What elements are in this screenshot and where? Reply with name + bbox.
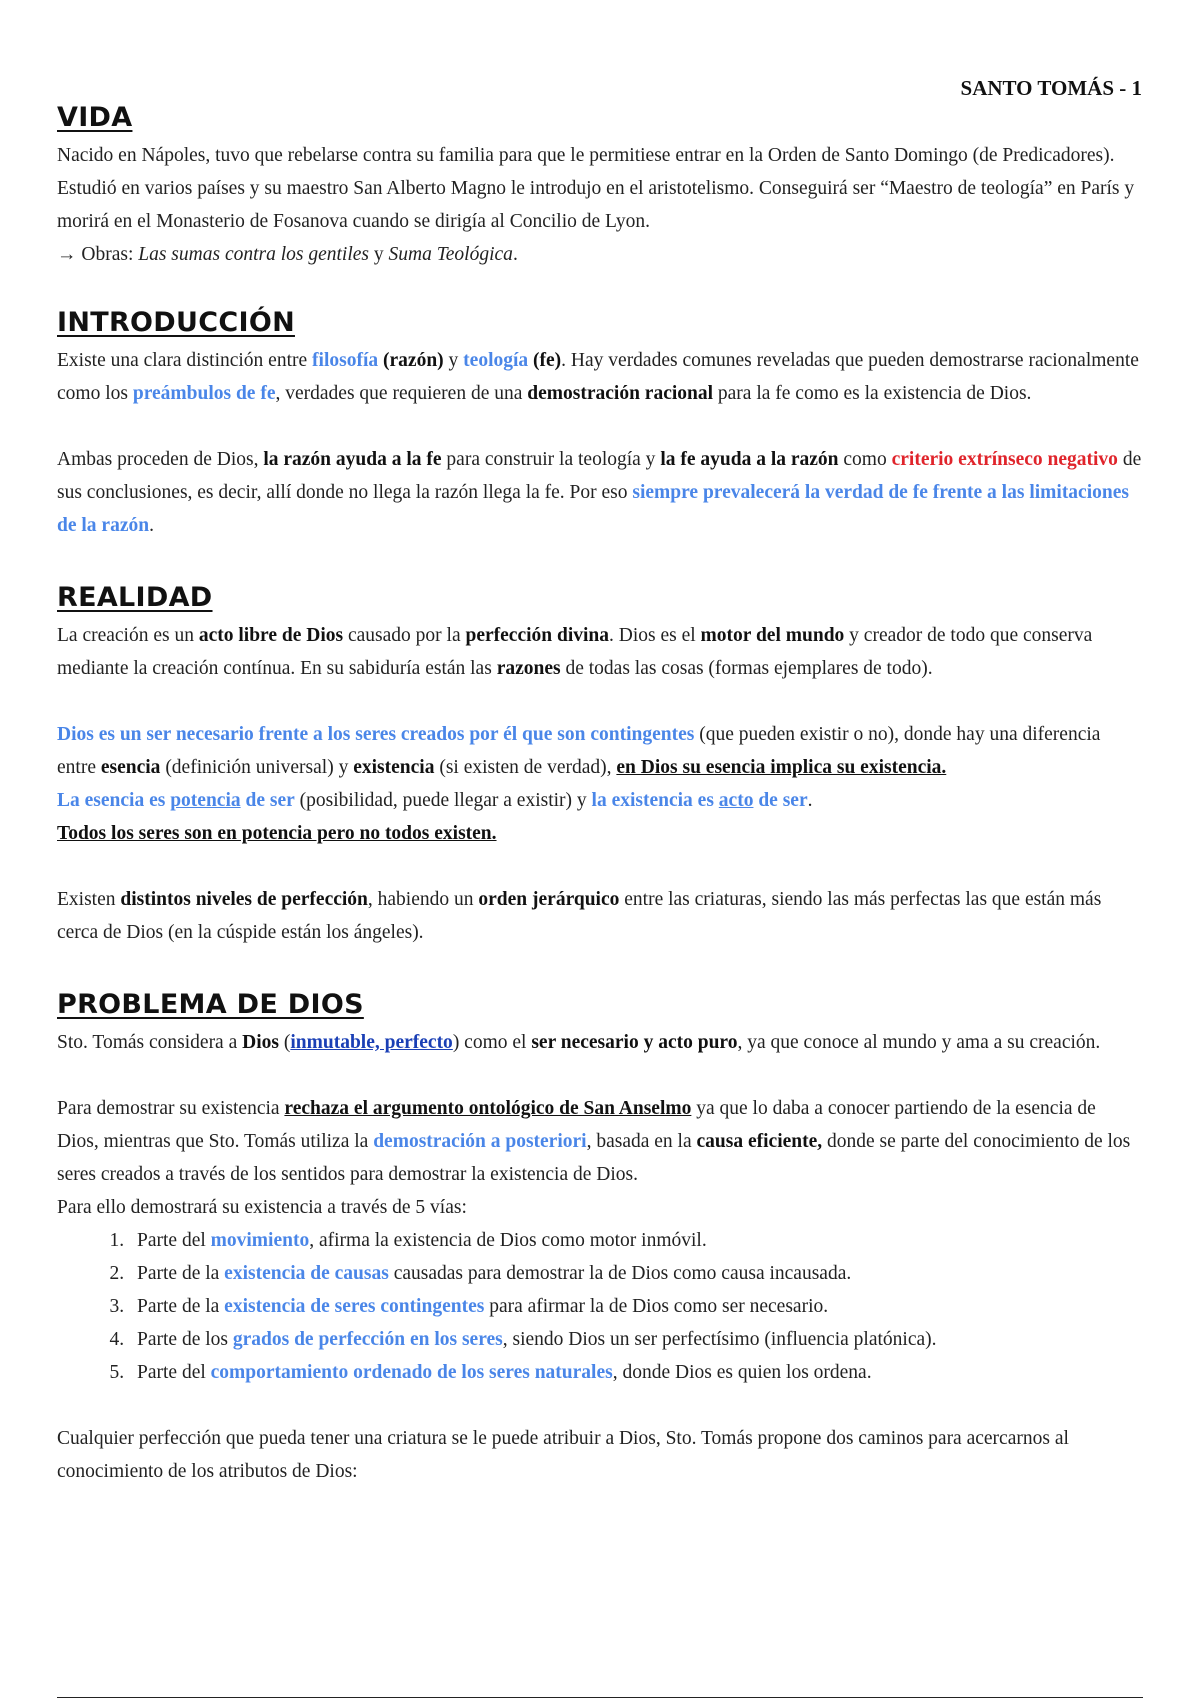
bold-esencia: esencia (100, 757, 161, 778)
text: , siendo Dios un ser perfectísimo (influencia platónica). (502, 1329, 937, 1350)
bold-niveles: distintos niveles de perfección (120, 889, 368, 910)
highlight-de-ser-2: de ser (753, 790, 808, 811)
text: Parte del (137, 1362, 211, 1383)
text: Ambas proceden de Dios, (57, 449, 264, 470)
text: para la fe como es la existencia de Dios. (713, 383, 1032, 404)
obras-and: y (369, 244, 389, 265)
text: como (838, 449, 892, 470)
text: Parte del (137, 1230, 211, 1251)
text: para afirmar la de Dios como ser necesario. (484, 1296, 829, 1317)
bold-perfeccion: perfección divina (465, 625, 610, 646)
highlight-teologia: teología (463, 350, 529, 371)
highlight-inmutable: inmutable, perfecto (290, 1032, 453, 1053)
text: (definición universal) y (160, 757, 354, 778)
bold-razones: razones (496, 658, 561, 679)
highlight-via: comportamiento ordenado de los seres naturales (210, 1362, 613, 1383)
highlight-de-ser: de ser (240, 790, 295, 811)
bold-acto-libre: acto libre de Dios (198, 625, 344, 646)
text: causado por la (343, 625, 466, 646)
text: de todas las cosas (formas ejemplares de todo). (560, 658, 933, 679)
bold-razon-fe: la razón ayuda a la fe (263, 449, 442, 470)
realidad-paragraph-5 (57, 883, 1142, 949)
intro-paragraph-1 (57, 344, 1142, 410)
text: (si existen de verdad), (434, 757, 617, 778)
document-body (57, 70, 1142, 1488)
highlight-esencia-es: La esencia es (57, 790, 171, 811)
text: , donde Dios es quien los ordena. (612, 1362, 872, 1383)
text: de sus conclusiones, es decir, allí donde no llega la razón llega la fe. Por eso (57, 449, 1142, 503)
text: . (149, 515, 154, 536)
footer-divider (57, 1697, 1143, 1698)
text: Parte de los (137, 1329, 233, 1350)
highlight-via: movimiento (210, 1230, 310, 1251)
list-item (129, 1356, 1142, 1389)
highlight-via: grados de perfección en los seres (232, 1329, 503, 1350)
highlight-prevalecera: siempre prevalecerá la verdad de fe frente a las limitaciones de la razón (57, 482, 1129, 536)
text: , afirma la existencia de Dios como motor inmóvil. (309, 1230, 707, 1251)
bold-dios: Dios (242, 1032, 279, 1053)
list-item (129, 1323, 1142, 1356)
text: , verdades que requieren de una (275, 383, 528, 404)
text: . Hay verdades comunes reveladas que pueden demostrarse racionalmente como los (57, 350, 1139, 404)
bold-motor: motor del mundo (700, 625, 845, 646)
highlight-via: existencia de seres contingentes (224, 1296, 485, 1317)
bold-razon: (razón) (383, 350, 444, 371)
obras-prefix: → Obras: (57, 244, 139, 265)
text: ( (278, 1032, 291, 1053)
obra-1: Las sumas contra los gentiles (138, 244, 370, 265)
highlight-potencia: potencia (170, 790, 241, 811)
text: ya que lo daba a conocer partiendo de la esencia de Dios, mientras que Sto. Tomás utiliza la (57, 1098, 1096, 1152)
bold-rechaza: rechaza el argumento ontológico de San Anselmo (284, 1098, 692, 1119)
realidad-paragraph-2 (57, 718, 1142, 784)
text: (que pueden existir o no), donde hay una diferencia entre (57, 724, 1101, 778)
text: , habiendo un (367, 889, 479, 910)
highlight-existencia-es: la existencia es (591, 790, 719, 811)
realidad-paragraph-3 (57, 784, 1142, 817)
bold-ser-necesario: ser necesario y acto puro (531, 1032, 738, 1053)
realidad-paragraph-4: Todos los seres son en potencia pero no todos existen. (57, 823, 497, 844)
problema-paragraph-3: Para ello demostrará su existencia a través de 5 vías: (57, 1197, 467, 1218)
list-item (129, 1290, 1142, 1323)
highlight-ser-necesario: Dios es un ser necesario frente a los seres creados por él que son contingentes (57, 724, 695, 745)
text: Sto. Tomás considera a (57, 1032, 243, 1053)
bold-demostracion: demostración racional (527, 383, 714, 404)
intro-paragraph-2 (57, 443, 1142, 542)
highlight-via: existencia de causas (224, 1263, 389, 1284)
list-item (129, 1257, 1142, 1290)
bold-fe-razon: la fe ayuda a la razón (660, 449, 839, 470)
vias-list (57, 1224, 1142, 1389)
text: , basada en la (586, 1131, 697, 1152)
bold-esencia-implica: en Dios su esencia implica su existencia. (616, 757, 947, 778)
text: causadas para demostrar la de Dios como causa incausada. (388, 1263, 852, 1284)
bold-causa-eficiente: causa eficiente, (696, 1131, 823, 1152)
text: Parte de la (137, 1263, 225, 1284)
problema-paragraph-2 (57, 1092, 1142, 1191)
text: y (443, 350, 464, 371)
realidad-paragraph-1 (57, 619, 1142, 685)
text: , ya que conoce al mundo y ama a su creación. (737, 1032, 1101, 1053)
obra-2: Suma Teológica (388, 244, 513, 265)
highlight-preambulos: preámbulos de fe (132, 383, 276, 404)
highlight-acto: acto (718, 790, 754, 811)
text: Parte de la (137, 1296, 225, 1317)
highlight-a-posteriori: demostración a posteriori (373, 1131, 587, 1152)
text: ) como el (452, 1032, 532, 1053)
problema-paragraph-1 (57, 1026, 1142, 1059)
heading-vida: VIDA (57, 102, 133, 133)
heading-problema-de-dios: PROBLEMA DE DIOS (57, 989, 364, 1020)
bold-existencia: existencia (353, 757, 435, 778)
text: (posibilidad, puede llegar a existir) y (294, 790, 592, 811)
heading-introduccion: INTRODUCCIÓN (57, 307, 295, 338)
bold-fe: (fe) (533, 350, 562, 371)
text: . Dios es el (609, 625, 701, 646)
bold-orden: orden jerárquico (478, 889, 620, 910)
vida-paragraph: Nacido en Nápoles, tuvo que rebelarse contra su familia para que le permitiese entrar en la Orden de Santo Domingo (de Predicadores). Estudió en varios países y su maestro San Alberto Magno le introdujo en el aristotelismo. Conseguirá ser “Maestro de teología” en París y morirá en el Monasterio de Fosanova cuando se dirigía al Concilio de Lyon. (57, 145, 1135, 232)
text: . (807, 790, 813, 811)
highlight-filosofia: filosofía (312, 350, 379, 371)
text: La creación es un (57, 625, 199, 646)
obras-end: . (512, 244, 518, 265)
text: Existe una clara distinción entre (57, 350, 313, 371)
heading-realidad: REALIDAD (57, 582, 213, 613)
list-item (129, 1224, 1142, 1257)
page-header-title: SANTO TOMÁS - 1 (960, 76, 1142, 100)
text: entre las criaturas, siendo las más perfectas las que están más cerca de Dios (en la cúspide están los ángeles). (57, 889, 1102, 943)
text: Existen (57, 889, 121, 910)
text: donde se parte del conocimiento de los seres creados a través de los sentidos para demostrar la existencia de Dios. (57, 1131, 1131, 1185)
problema-paragraph-4: Cualquier perfección que pueda tener una criatura se le puede atribuir a Dios, Sto. Tomás propone dos caminos para acercarnos al conocimiento de los atributos de Dios: (57, 1428, 1069, 1482)
text: y creador de todo que conserva mediante la creación contínua. En su sabiduría están las (57, 625, 1093, 679)
highlight-criterio: criterio extrínseco negativo (891, 449, 1118, 470)
text: para construir la teología y (441, 449, 661, 470)
vida-obras (57, 238, 1142, 271)
text: Para demostrar su existencia (57, 1098, 285, 1119)
